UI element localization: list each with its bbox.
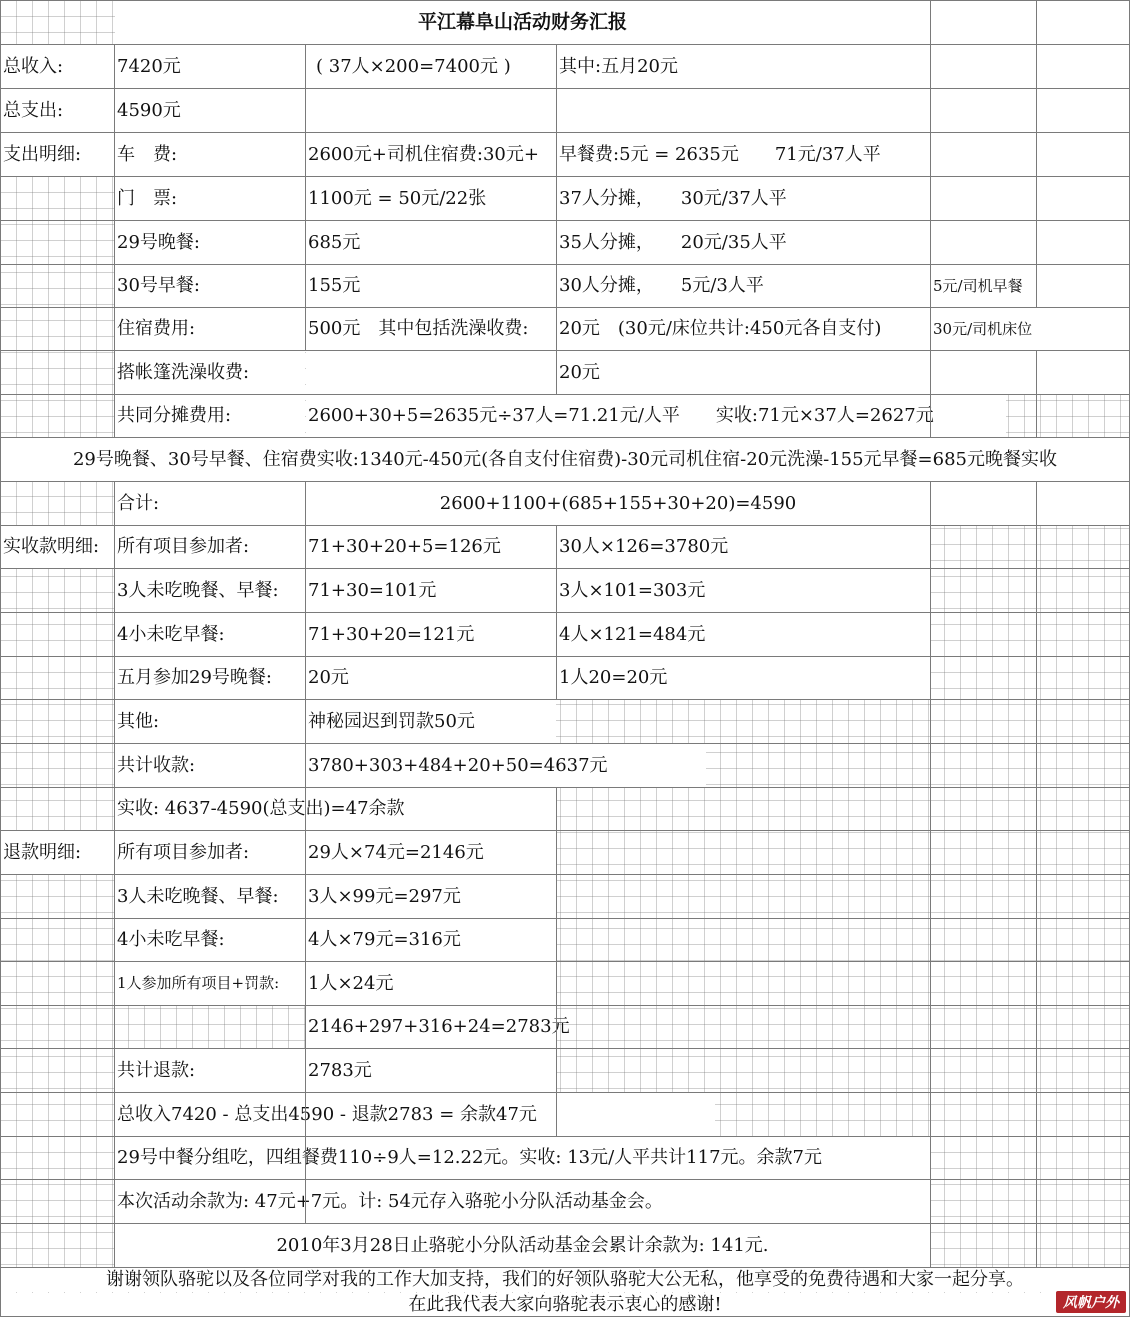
empty-cell: [306, 351, 556, 394]
empty-cell: [557, 89, 930, 132]
grid-line: [0, 787, 1130, 788]
received-total-calc: 3780+303+484+20+50=4637元: [306, 744, 706, 787]
received-all-total: 30人×126=3780元: [557, 526, 930, 568]
empty-cell: [1037, 133, 1129, 176]
lunch-note: 29号中餐分组吃，四组餐费110÷9人=12.22元。实收: 13元/人平共计117元。余款7元: [115, 1137, 930, 1179]
received-total-row: [0, 744, 1130, 787]
refund-total-row: [0, 1049, 1130, 1092]
empty-cell: [931, 89, 1036, 132]
grid-line: [0, 481, 1130, 482]
empty-cell: [931, 177, 1036, 220]
grid-line: [0, 918, 1130, 919]
item-label: 所有项目参加者:: [115, 831, 305, 874]
grid-line: [0, 44, 1130, 45]
grid-line: [1036, 0, 1037, 308]
item-label: 搭帐篷洗澡收费:: [115, 351, 305, 394]
item-label: 合计:: [115, 482, 305, 525]
total-income-row: [0, 45, 1130, 88]
item-label: 共计退款:: [115, 1049, 305, 1092]
refund-1-calc: 1人×24元: [306, 962, 556, 1005]
received-may-row: [0, 657, 1130, 699]
thanks-row-1: [0, 1268, 1130, 1292]
total-expense-label: 总支出:: [1, 89, 114, 132]
empty-cell: [1037, 482, 1129, 525]
grid-line: [305, 44, 306, 351]
total-income-note: 其中:五月20元: [557, 45, 930, 88]
refund-all-calc: 29人×74元=2146元: [306, 831, 556, 874]
refund-all-row: [0, 831, 1130, 874]
total-expense-amount: 4590元: [115, 89, 305, 132]
lodging-detail: 20元 (30元/床位共计:450元各自支付): [557, 308, 930, 350]
received-4-row: [0, 613, 1130, 656]
grid-line: [0, 394, 1130, 395]
item-label: 车 费:: [115, 133, 305, 176]
breakfast-split: 30人分摊， 5元/3人平: [557, 265, 930, 307]
grid-line: [0, 1005, 1130, 1006]
subtotal-calc: 2600+1100+(685+155+30+20)=4590: [306, 482, 930, 525]
grid-line: [930, 0, 931, 438]
empty-cell: [931, 45, 1036, 88]
empty-cell: [931, 221, 1036, 264]
grid-line: [556, 787, 557, 1137]
total-income-label: 总收入:: [1, 45, 114, 88]
item-label: 3人未吃晚餐、早餐:: [115, 569, 305, 612]
ticket-split: 37人分摊， 30元/37人平: [557, 177, 930, 220]
dinner-split: 35人分摊， 20元/35人平: [557, 221, 930, 264]
empty-cell: [931, 482, 1036, 525]
balance-row: [0, 1093, 1130, 1136]
grid-line: [0, 830, 1130, 831]
total-income-calc: ( 37人×200=7400元 ): [306, 45, 556, 88]
grid-line: [0, 437, 1130, 438]
expense-car-row: [0, 133, 1130, 176]
lodging-cost: 500元 其中包括洗澡收费:: [306, 308, 556, 350]
grid-line: [0, 0, 1130, 1]
received-4-per: 71+30+20=121元: [306, 613, 556, 656]
item-label: 1人参加所有项目+罚款:: [115, 962, 305, 1005]
empty-cell: [1037, 221, 1129, 264]
refund-sum-calc: 2146+297+316+24=2783元: [306, 1006, 556, 1048]
section-expense-detail: 支出明细:: [1, 133, 114, 176]
driver-breakfast-note: 5元/司机早餐: [931, 265, 1036, 307]
empty-cell: [306, 89, 556, 132]
item-label: 30号早餐:: [115, 265, 305, 307]
title-row: [0, 1, 1130, 44]
lunch-row: [0, 1137, 1130, 1179]
grid-line: [114, 44, 115, 438]
received-all-row: [0, 526, 1130, 568]
received-may-total: 1人20=20元: [557, 657, 930, 699]
refund-3-calc: 3人×99元=297元: [306, 875, 556, 918]
refund-4-row: [0, 919, 1130, 961]
grid-line: [0, 350, 1130, 351]
grid-line: [556, 44, 557, 395]
empty-cell: [1037, 177, 1129, 220]
grid-line: [0, 612, 1130, 613]
item-label: 4小未吃早餐:: [115, 919, 305, 961]
dinner-cost: 685元: [306, 221, 556, 264]
total-expense-row: [0, 89, 1130, 132]
item-label: 共同分摊费用:: [115, 395, 305, 437]
shared-cost-row: [0, 395, 1130, 437]
empty-cell: [1037, 265, 1129, 307]
refund-sum-row: [0, 1006, 1130, 1048]
grid-line: [0, 264, 1130, 265]
car-cost-part1: 2600元+司机住宿费:30元+: [306, 133, 556, 176]
received-all-per: 71+30+20+5=126元: [306, 526, 556, 568]
total-income-amount: 7420元: [115, 45, 305, 88]
grid-line: [1036, 350, 1037, 438]
section-received-detail: 实收款明细:: [1, 526, 114, 568]
subtotal-row: [0, 482, 1130, 525]
actual-note-row: [0, 438, 1130, 481]
expense-ticket-row: [0, 177, 1130, 220]
received-actual-calc: 实收: 4637-4590(总支出)=47余款: [115, 788, 556, 830]
received-may-per: 20元: [306, 657, 556, 699]
remaining-note: 本次活动余款为: 47元+7元。计: 54元存入骆驼小分队活动基金会。: [115, 1180, 930, 1223]
received-4-total: 4人×121=484元: [557, 613, 930, 656]
grid-line: [0, 1048, 1130, 1049]
received-3-row: [0, 569, 1130, 612]
expense-breakfast-row: [0, 265, 1130, 307]
received-3-total: 3人×101=303元: [557, 569, 930, 612]
received-other-value: 神秘园迟到罚款50元: [306, 700, 556, 743]
grid-line: [0, 1136, 1130, 1137]
grid-line: [0, 1179, 1130, 1180]
cumulative-note: 2010年3月28日止骆驼小分队活动基金会累计余款为: 141元.: [115, 1224, 930, 1267]
item-label: 五月参加29号晚餐:: [115, 657, 305, 699]
remaining-row: [0, 1180, 1130, 1223]
expense-dinner-row: [0, 221, 1130, 264]
grid-line: [0, 525, 1130, 526]
driver-bed-note: 30元/司机床位: [931, 308, 1129, 350]
ticket-cost: 1100元 = 50元/22张: [306, 177, 556, 220]
empty-cell: [1037, 1, 1129, 44]
tent-shower-cost: 20元: [557, 351, 930, 394]
item-label: 门 票:: [115, 177, 305, 220]
item-label: 所有项目参加者:: [115, 526, 305, 568]
item-label: 共计收款:: [115, 744, 305, 787]
cumulative-row: [0, 1224, 1130, 1267]
item-label: 其他:: [115, 700, 305, 743]
grid-line: [114, 481, 115, 1268]
section-refund-detail: 退款明细:: [1, 831, 114, 874]
expense-lodging-row: [0, 308, 1130, 350]
empty-cell: [1037, 351, 1129, 394]
grid-line: [0, 132, 1130, 133]
grid-line: [0, 699, 1130, 700]
grid-line: [305, 481, 306, 1224]
refund-1-row: [0, 962, 1130, 1005]
grid-line: [0, 656, 1130, 657]
empty-cell: [1037, 89, 1129, 132]
thanks-row-2: [0, 1293, 1130, 1316]
grid-line: [0, 1223, 1130, 1224]
actual-received-note: 29号晚餐、30号早餐、住宿费实收:1340元-450元(各自支付住宿费)-30元司机住宿-20元洗澡-155元早餐=685元晚餐实收: [1, 438, 1129, 481]
shared-cost-calc: 2600+30+5=2635元÷37人=71.21元/人平 实收:71元×37人=2627元: [306, 395, 1006, 437]
grid-line: [556, 525, 557, 700]
grid-line: [0, 307, 1130, 308]
grid-line: [0, 568, 1130, 569]
refund-total-value: 2783元: [306, 1049, 556, 1092]
received-other-row: [0, 700, 1130, 743]
grid-line: [930, 481, 931, 1267]
empty-cell: [1037, 45, 1129, 88]
grid-line: [0, 961, 1130, 962]
received-3-per: 71+30=101元: [306, 569, 556, 612]
empty-cell: [931, 1, 1036, 44]
grid-line: [0, 0, 1, 1317]
balance-calc: 总收入7420 - 总支出4590 - 退款2783 = 余款47元: [115, 1093, 715, 1136]
empty-cell: [931, 351, 1036, 394]
thanks-line-1: 谢谢领队骆驼以及各位同学对我的工作大加支持，我们的好领队骆驼大公无私，他享受的免费待遇和大家一起分享。: [1, 1268, 1129, 1292]
empty-cell: [931, 133, 1036, 176]
grid-line: [1036, 481, 1037, 1267]
item-label: 29号晚餐:: [115, 221, 305, 264]
grid-line: [0, 1267, 1130, 1268]
refund-4-calc: 4人×79元=316元: [306, 919, 556, 961]
grid-line: [0, 1092, 1130, 1093]
breakfast-cost: 155元: [306, 265, 556, 307]
expense-tent-row: [0, 351, 1130, 394]
grid-line: [0, 220, 1130, 221]
item-label: 4小未吃早餐:: [115, 613, 305, 656]
thanks-line-2: 在此我代表大家向骆驼表示衷心的感谢!: [1, 1293, 1129, 1316]
item-label: 住宿费用:: [115, 308, 305, 350]
watermark-logo: 风帆户外: [1056, 1291, 1126, 1313]
grid-line: [0, 743, 1130, 744]
refund-3-row: [0, 875, 1130, 918]
page-title: 平江幕阜山活动财务汇报: [115, 1, 930, 44]
grid-line: [0, 176, 1130, 177]
car-cost-part2: 早餐费:5元 = 2635元 71元/37人平: [557, 133, 930, 176]
item-label: 3人未吃晚餐、早餐:: [115, 875, 305, 918]
grid-line: [0, 874, 1130, 875]
grid-line: [0, 88, 1130, 89]
received-actual-row: [0, 788, 1130, 830]
